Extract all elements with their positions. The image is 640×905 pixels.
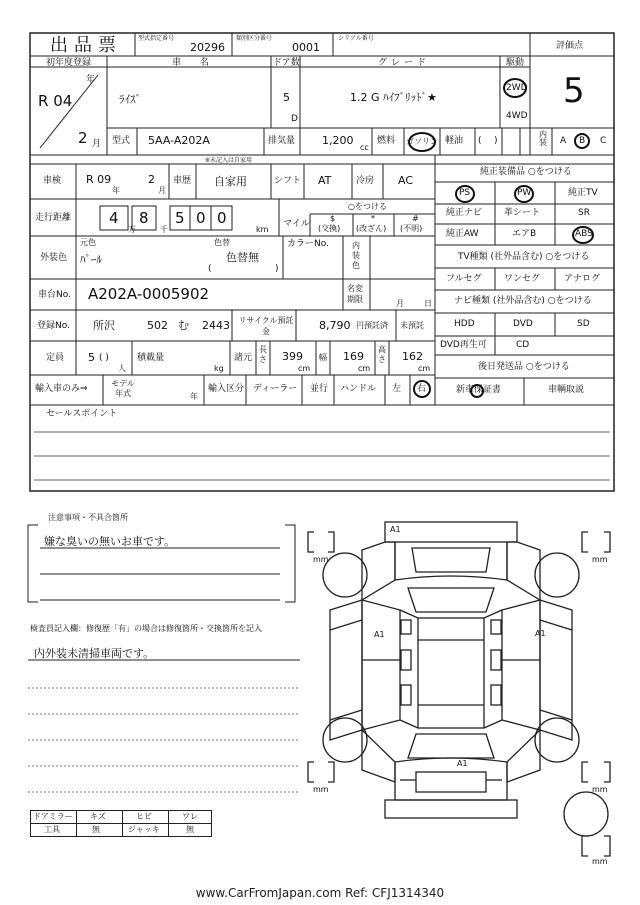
capacity-label: 定員 <box>46 353 65 363</box>
length-value: 399 <box>282 350 303 363</box>
name-change-label: 名変期限 <box>347 284 363 304</box>
mileage-digit-4: 0 <box>196 209 206 227</box>
registration-area: 所沢 <box>93 319 115 332</box>
score-label: 評価点 <box>556 41 584 51</box>
registration-kana: む <box>178 319 189 332</box>
mileage-man: 万 <box>128 225 136 234</box>
tire-unit-fl: mm <box>313 555 329 564</box>
import-type-label: 輸入区分 <box>208 384 245 394</box>
tire-unit-rr: mm <box>592 785 608 794</box>
fuel-gasoline: ガソリン <box>406 137 438 146</box>
model-year-unit: 年 <box>190 392 198 401</box>
navi-title: ナビ種類 (社外品含む) ○をつける <box>454 296 592 306</box>
capacity-value: 5 <box>88 351 95 364</box>
ac-label: 冷房 <box>356 176 375 186</box>
equip-abs: ABS <box>575 229 593 239</box>
usage-value: 自家用 <box>214 175 247 188</box>
dim-label: 諸元 <box>234 353 253 363</box>
footer-text: www.CarFromJapan.com Ref: CFJ1314340 <box>195 886 445 900</box>
equip-navi: 純正ナビ <box>446 208 483 218</box>
interior-color-label: 内装色 <box>352 241 360 270</box>
load-unit: kg <box>214 364 224 373</box>
dvd-playback: DVD再生可 <box>440 340 487 350</box>
load-label: 積載量 <box>137 353 165 363</box>
mark-note: ○をつける <box>348 202 387 211</box>
tamper-symbol: * <box>371 214 375 223</box>
recycle-value: 8,790 <box>319 319 351 332</box>
color-label: 外装色 <box>40 253 68 263</box>
width-cm: cm <box>358 364 371 373</box>
car-name-value: ﾗｲｽﾞ <box>119 93 141 106</box>
mile-label: マイル <box>283 219 310 229</box>
mileage-digit-2: 8 <box>139 209 149 227</box>
handle-left: 左 <box>392 384 402 394</box>
model-label: 型式 <box>112 136 131 146</box>
legend-value-jack: ジャッキ <box>128 825 160 834</box>
notes-label: 注意事項・不具合箇所 <box>48 513 128 522</box>
usage-note: ※未記入は自家用 <box>205 157 253 164</box>
handle-label: ハンドル <box>340 384 377 394</box>
cd: CD <box>516 340 530 350</box>
legend-value-none-1: 無 <box>92 825 100 834</box>
month-unit: 月 <box>92 139 102 149</box>
car-diagram <box>300 500 620 870</box>
damage-mark-right: A1 <box>535 629 546 638</box>
unknown-symbol: # <box>412 214 419 223</box>
registration-label: 登録No. <box>37 321 70 331</box>
drive-label: 駆動 <box>506 58 525 68</box>
legend-header-break: ワレ <box>182 812 198 821</box>
chassis-label: 車台No. <box>38 290 71 300</box>
sales-point-label: セールスポイント <box>46 409 118 419</box>
inspector-line-1: 内外装未清掃車両です。 <box>34 647 155 660</box>
mileage-digit-5: 0 <box>217 209 227 227</box>
model-designation-value: 20296 <box>190 41 225 54</box>
name-change-day: 日 <box>424 299 432 308</box>
capacity-paren: ( ) <box>99 353 109 363</box>
equip-airbag: エアB <box>512 229 537 239</box>
mileage-digit-3: 5 <box>175 209 185 227</box>
unknown-label: (不明) <box>400 224 423 233</box>
navi-hdd: HDD <box>454 319 475 329</box>
ac-value: AC <box>398 174 414 187</box>
import-label: 輸入車のみ⇒ <box>35 384 88 394</box>
legend-value-tool: 工具 <box>44 825 60 834</box>
interior-label: 内装 <box>539 130 547 147</box>
tv-fullseg: フルセグ <box>446 274 482 284</box>
length-label: 長さ <box>259 345 267 364</box>
recycle-status: 円預託済 <box>356 321 388 330</box>
equip-ps: PS <box>459 188 471 198</box>
registration-number: 2443 <box>202 319 230 332</box>
doors-value: 5 <box>283 91 290 104</box>
first-reg-era: R 04 <box>38 92 73 110</box>
legend-value-none-2: 無 <box>186 825 194 834</box>
capacity-unit: 人 <box>118 364 126 373</box>
exchange-label: (交換) <box>318 224 341 233</box>
warranty-circle <box>470 384 484 398</box>
tamper-label: (改ざん) <box>356 224 387 233</box>
color-change-value: 色替無 <box>226 251 259 264</box>
fuel-other-close: ) <box>494 136 498 146</box>
grade-label: グレード <box>378 58 431 68</box>
model-value: 5AA-A202A <box>148 134 210 147</box>
original-color-label: 元色 <box>80 238 96 247</box>
displacement-label: 排気量 <box>268 136 296 146</box>
navi-sd: SD <box>577 319 590 329</box>
later-manual: 車輌取説 <box>548 385 585 395</box>
drive-2wd: 2WD <box>506 83 528 93</box>
registration-class: 502 <box>147 319 168 332</box>
first-reg-label: 初年度登録 <box>46 58 92 68</box>
height-label: 高さ <box>378 345 386 364</box>
length-cm: cm <box>298 364 311 373</box>
width-label: 幅 <box>319 353 327 362</box>
inspector-label: 検査員記入欄：修復歴「有」の場合は修復箇所・交換箇所を記入 <box>30 624 262 633</box>
equip-pw: PW <box>517 188 532 198</box>
notes-frame <box>0 500 310 850</box>
tv-oneseg: ワンセグ <box>504 274 541 284</box>
interior-b: B <box>579 136 586 146</box>
height-value: 162 <box>402 350 423 363</box>
mileage-label: 走行距離 <box>35 213 72 223</box>
mileage-sen: 千 <box>160 225 168 234</box>
tire-unit-fr: mm <box>592 555 608 564</box>
later-title: 後日発送品 ○をつける <box>478 362 570 372</box>
tire-unit-rl: mm <box>313 785 329 794</box>
fuel-diesel: 軽油 <box>445 136 464 146</box>
class-code-value: 0001 <box>292 41 320 54</box>
exchange-symbol: $ <box>330 214 336 223</box>
form-title: 出品票 <box>50 35 122 56</box>
import-parallel: 並行 <box>310 384 329 394</box>
first-reg-month: 2 <box>78 129 88 147</box>
legend-header-mirror: ドアミラー <box>33 812 73 821</box>
year-unit: 年 <box>86 75 96 85</box>
damage-mark-left: A1 <box>374 630 385 639</box>
legend-header-crack: ヒビ <box>136 812 152 821</box>
mileage-unit: km <box>256 225 269 234</box>
later-warranty: 新車保証書 <box>456 385 502 395</box>
original-color-value: ﾊﾟｰﾙ <box>80 253 102 266</box>
doors-label: ドア数 <box>273 58 300 68</box>
fuel-other-open: ( <box>478 136 482 146</box>
interior-c: C <box>600 136 607 146</box>
color-paren-open: ( <box>208 264 212 274</box>
drive-4wd: 4WD <box>506 111 528 121</box>
car-name-label: 車 名 <box>172 58 217 68</box>
shaken-year-unit: 年 <box>112 186 120 195</box>
color-no-label: カラーNo. <box>287 239 329 249</box>
interior-a: A <box>560 136 567 146</box>
grade-value: 1.2 G ﾊｲﾌﾞﾘｯﾄﾞ★ <box>350 91 437 104</box>
serial-label: シリアル番号 <box>338 35 374 42</box>
shaken-era: R 09 <box>86 173 112 186</box>
shaken-month-unit: 月 <box>158 186 166 195</box>
recycle-unpaid: 未預託 <box>400 321 424 330</box>
tire-unit-spare: mm <box>592 857 608 866</box>
legend-header-scratch: キズ <box>90 812 106 821</box>
shaken-month: 2 <box>148 173 155 186</box>
genuine-title: 純正装備品 ○をつける <box>480 167 572 177</box>
class-code-label: 類別区分番号 <box>236 35 273 42</box>
recycle-label: リサイクル預託金 <box>238 316 294 336</box>
navi-dvd: DVD <box>513 319 533 329</box>
shaken-label: 車検 <box>43 176 62 186</box>
displacement-unit: cc <box>360 143 369 152</box>
name-change-month: 月 <box>396 299 404 308</box>
color-change-label: 色替 <box>214 238 230 247</box>
tv-analog: アナログ <box>564 274 601 284</box>
equip-tv: 純正TV <box>568 188 598 198</box>
shift-value: AT <box>318 174 332 187</box>
score-value: 5 <box>563 71 585 111</box>
equip-aw: 純正AW <box>446 229 479 239</box>
shift-label: シフト <box>274 176 302 186</box>
mileage-digit-1: 4 <box>109 209 119 227</box>
equip-leather: 革シート <box>504 208 541 218</box>
notes-line-1: 嫌な臭いの無いお車です。 <box>44 535 176 548</box>
height-cm: cm <box>418 364 431 373</box>
tv-title: TV種類 (社外品含む) ○をつける <box>458 252 590 262</box>
width-value: 169 <box>343 350 364 363</box>
fuel-label: 燃料 <box>377 136 396 146</box>
model-year-label: モデル年式 <box>111 379 135 398</box>
model-designation-label: 型式指定番号 <box>138 35 175 42</box>
color-paren-close: ) <box>275 264 279 274</box>
displacement-value: 1,200 <box>322 134 354 147</box>
equip-sr: SR <box>578 208 590 218</box>
handle-right: 右 <box>417 384 427 394</box>
chassis-value: A202A-0005902 <box>88 285 210 303</box>
damage-mark-rear: A1 <box>457 759 468 768</box>
door-type: D <box>291 114 298 124</box>
damage-mark-front: A1 <box>390 525 401 534</box>
usage-label: 車歴 <box>173 176 192 186</box>
import-dealer: ディーラー <box>253 384 298 394</box>
